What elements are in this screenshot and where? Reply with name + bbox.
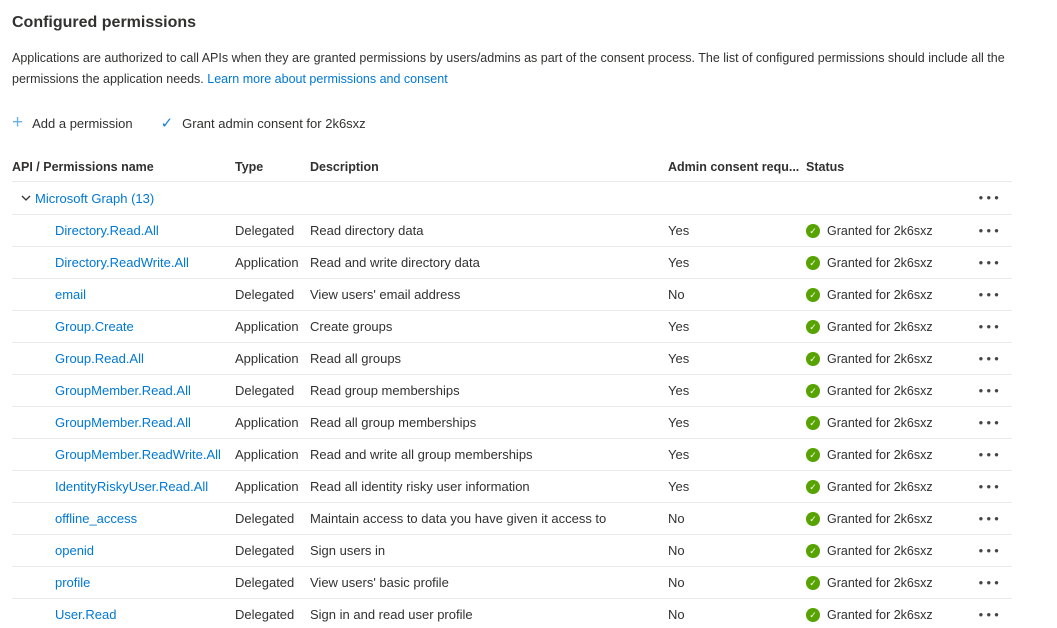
permission-row bbox=[12, 439, 1012, 471]
permission-name-link[interactable]: offline_access bbox=[55, 511, 138, 527]
granted-check-icon: ✓ bbox=[806, 288, 820, 302]
status-text: Granted for 2k6sxz bbox=[827, 575, 933, 590]
permission-name-link[interactable]: Group.Create bbox=[55, 319, 134, 335]
learn-more-link[interactable]: Learn more about permissions and consent bbox=[207, 71, 448, 86]
permission-row bbox=[12, 503, 1012, 535]
more-options-icon[interactable]: ●●● bbox=[978, 194, 1002, 203]
more-options-icon[interactable]: ●●● bbox=[978, 610, 1002, 619]
header-status: Status bbox=[806, 160, 845, 175]
permissions-table bbox=[12, 153, 1012, 628]
admin-consent-value: No bbox=[668, 543, 685, 559]
permission-row bbox=[12, 215, 1012, 247]
status-text: Granted for 2k6sxz bbox=[827, 287, 933, 302]
command-bar bbox=[12, 111, 1057, 135]
permission-description: Read all groups bbox=[310, 351, 402, 367]
group-row-microsoft-graph bbox=[12, 182, 1012, 215]
permission-name-link[interactable]: Directory.Read.All bbox=[55, 223, 159, 239]
permission-description: Sign in and read user profile bbox=[310, 607, 473, 623]
permission-row bbox=[12, 471, 1012, 503]
header-admin-consent: Admin consent requ... bbox=[668, 160, 800, 175]
permission-type: Application bbox=[235, 479, 299, 495]
status-text: Granted for 2k6sxz bbox=[827, 511, 933, 526]
more-options-icon[interactable]: ●●● bbox=[978, 226, 1002, 235]
permission-row bbox=[12, 599, 1012, 628]
permission-type: Delegated bbox=[235, 383, 295, 399]
granted-check-icon: ✓ bbox=[806, 448, 820, 462]
permission-type: Application bbox=[235, 319, 299, 335]
more-options-icon[interactable]: ●●● bbox=[978, 386, 1002, 395]
more-options-icon[interactable]: ●●● bbox=[978, 514, 1002, 523]
status-text: Granted for 2k6sxz bbox=[827, 607, 933, 622]
permission-row bbox=[12, 311, 1012, 343]
header-type: Type bbox=[235, 160, 264, 175]
more-options-icon[interactable]: ●●● bbox=[978, 354, 1002, 363]
admin-consent-value: Yes bbox=[668, 351, 690, 367]
granted-check-icon: ✓ bbox=[806, 256, 820, 270]
permission-type: Delegated bbox=[235, 287, 295, 303]
admin-consent-value: Yes bbox=[668, 383, 690, 399]
description-text bbox=[12, 48, 1020, 89]
admin-consent-value: No bbox=[668, 511, 685, 527]
more-options-icon[interactable]: ●●● bbox=[978, 290, 1002, 299]
permission-row bbox=[12, 535, 1012, 567]
description-body: Applications are authorized to call APIs when they are granted permissions by users/admins as part of the consent process. The list of configured permissions should include all the permissions the application needs. bbox=[12, 51, 1005, 86]
permission-name-link[interactable]: Group.Read.All bbox=[55, 351, 144, 367]
permission-row bbox=[12, 567, 1012, 599]
status-text: Granted for 2k6sxz bbox=[827, 479, 933, 494]
status-text: Granted for 2k6sxz bbox=[827, 255, 933, 270]
admin-consent-value: No bbox=[668, 287, 685, 303]
granted-check-icon: ✓ bbox=[806, 384, 820, 398]
more-options-icon[interactable]: ●●● bbox=[978, 450, 1002, 459]
page-title: Configured permissions bbox=[12, 14, 197, 31]
more-options-icon[interactable]: ●●● bbox=[978, 418, 1002, 427]
granted-check-icon: ✓ bbox=[806, 352, 820, 366]
more-options-icon[interactable]: ●●● bbox=[978, 482, 1002, 491]
table-header-row bbox=[12, 153, 1012, 182]
permission-description: Sign users in bbox=[310, 543, 386, 559]
header-api-permissions-name: API / Permissions name bbox=[12, 160, 154, 175]
permission-name-link[interactable]: openid bbox=[55, 543, 95, 559]
admin-consent-value: Yes bbox=[668, 479, 690, 495]
granted-check-icon: ✓ bbox=[806, 576, 820, 590]
chevron-down-icon[interactable] bbox=[20, 192, 32, 204]
status-text: Granted for 2k6sxz bbox=[827, 543, 933, 558]
permission-type: Delegated bbox=[235, 543, 295, 559]
granted-check-icon: ✓ bbox=[806, 608, 820, 622]
more-options-icon[interactable]: ●●● bbox=[978, 578, 1002, 587]
permission-type: Delegated bbox=[235, 575, 295, 591]
more-options-icon[interactable]: ●●● bbox=[978, 258, 1002, 267]
status-text: Granted for 2k6sxz bbox=[827, 447, 933, 462]
status-text: Granted for 2k6sxz bbox=[827, 319, 933, 334]
add-permission-label: Add a permission bbox=[32, 115, 133, 131]
permission-description: Create groups bbox=[310, 319, 393, 335]
status-text: Granted for 2k6sxz bbox=[827, 415, 933, 430]
permission-type: Delegated bbox=[235, 607, 295, 623]
granted-check-icon: ✓ bbox=[806, 416, 820, 430]
grant-admin-consent-button[interactable] bbox=[161, 116, 366, 131]
permission-description: Read all group memberships bbox=[310, 415, 477, 431]
admin-consent-value: Yes bbox=[668, 255, 690, 271]
check-icon: ✓ bbox=[160, 114, 174, 132]
permission-name-link[interactable]: IdentityRiskyUser.Read.All bbox=[55, 479, 209, 495]
permission-type: Delegated bbox=[235, 223, 295, 239]
permission-row bbox=[12, 407, 1012, 439]
granted-check-icon: ✓ bbox=[806, 480, 820, 494]
admin-consent-value: No bbox=[668, 575, 685, 591]
permission-row bbox=[12, 279, 1012, 311]
permission-type: Application bbox=[235, 351, 299, 367]
header-description: Description bbox=[310, 160, 379, 175]
permission-name-link[interactable]: GroupMember.Read.All bbox=[55, 415, 191, 431]
status-text: Granted for 2k6sxz bbox=[827, 351, 933, 366]
permission-name-link[interactable]: User.Read bbox=[55, 607, 117, 623]
permission-type: Delegated bbox=[235, 511, 295, 527]
grant-admin-consent-label: Grant admin consent for 2k6sxz bbox=[182, 115, 366, 131]
status-text: Granted for 2k6sxz bbox=[827, 383, 933, 398]
permission-row bbox=[12, 343, 1012, 375]
admin-consent-value: Yes bbox=[668, 415, 690, 431]
admin-consent-value: Yes bbox=[668, 319, 690, 335]
permission-name-link[interactable]: profile bbox=[55, 575, 91, 591]
more-options-icon[interactable]: ●●● bbox=[978, 546, 1002, 555]
granted-check-icon: ✓ bbox=[806, 320, 820, 334]
permission-description: Read and write directory data bbox=[310, 255, 480, 271]
table-body bbox=[12, 215, 1012, 628]
permission-name-link[interactable]: GroupMember.ReadWrite.All bbox=[55, 447, 221, 463]
microsoft-graph-group-link[interactable]: Microsoft Graph (13) bbox=[35, 190, 155, 206]
permission-row bbox=[12, 375, 1012, 407]
admin-consent-value: Yes bbox=[668, 223, 690, 239]
permission-type: Application bbox=[235, 447, 299, 463]
granted-check-icon: ✓ bbox=[806, 512, 820, 526]
status-text: Granted for 2k6sxz bbox=[827, 223, 933, 238]
permission-name-link[interactable]: email bbox=[55, 287, 87, 303]
permission-type: Application bbox=[235, 415, 299, 431]
permission-row bbox=[12, 247, 1012, 279]
add-permission-button[interactable] bbox=[12, 111, 133, 133]
permission-description: Read and write all group memberships bbox=[310, 447, 533, 463]
permission-description: Read directory data bbox=[310, 223, 424, 239]
permission-name-link[interactable]: GroupMember.Read.All bbox=[55, 383, 191, 399]
permission-description: Read group memberships bbox=[310, 383, 460, 399]
permission-description: View users' basic profile bbox=[310, 575, 449, 591]
plus-icon: + bbox=[12, 111, 24, 133]
permission-description: Read all identity risky user information bbox=[310, 479, 530, 495]
admin-consent-value: No bbox=[668, 607, 685, 623]
permission-name-link[interactable]: Directory.ReadWrite.All bbox=[55, 255, 189, 271]
admin-consent-value: Yes bbox=[668, 447, 690, 463]
permission-type: Application bbox=[235, 255, 299, 271]
granted-check-icon: ✓ bbox=[806, 224, 820, 238]
more-options-icon[interactable]: ●●● bbox=[978, 322, 1002, 331]
granted-check-icon: ✓ bbox=[806, 544, 820, 558]
permission-description: View users' email address bbox=[310, 287, 461, 303]
permission-description: Maintain access to data you have given it access to bbox=[310, 511, 607, 527]
